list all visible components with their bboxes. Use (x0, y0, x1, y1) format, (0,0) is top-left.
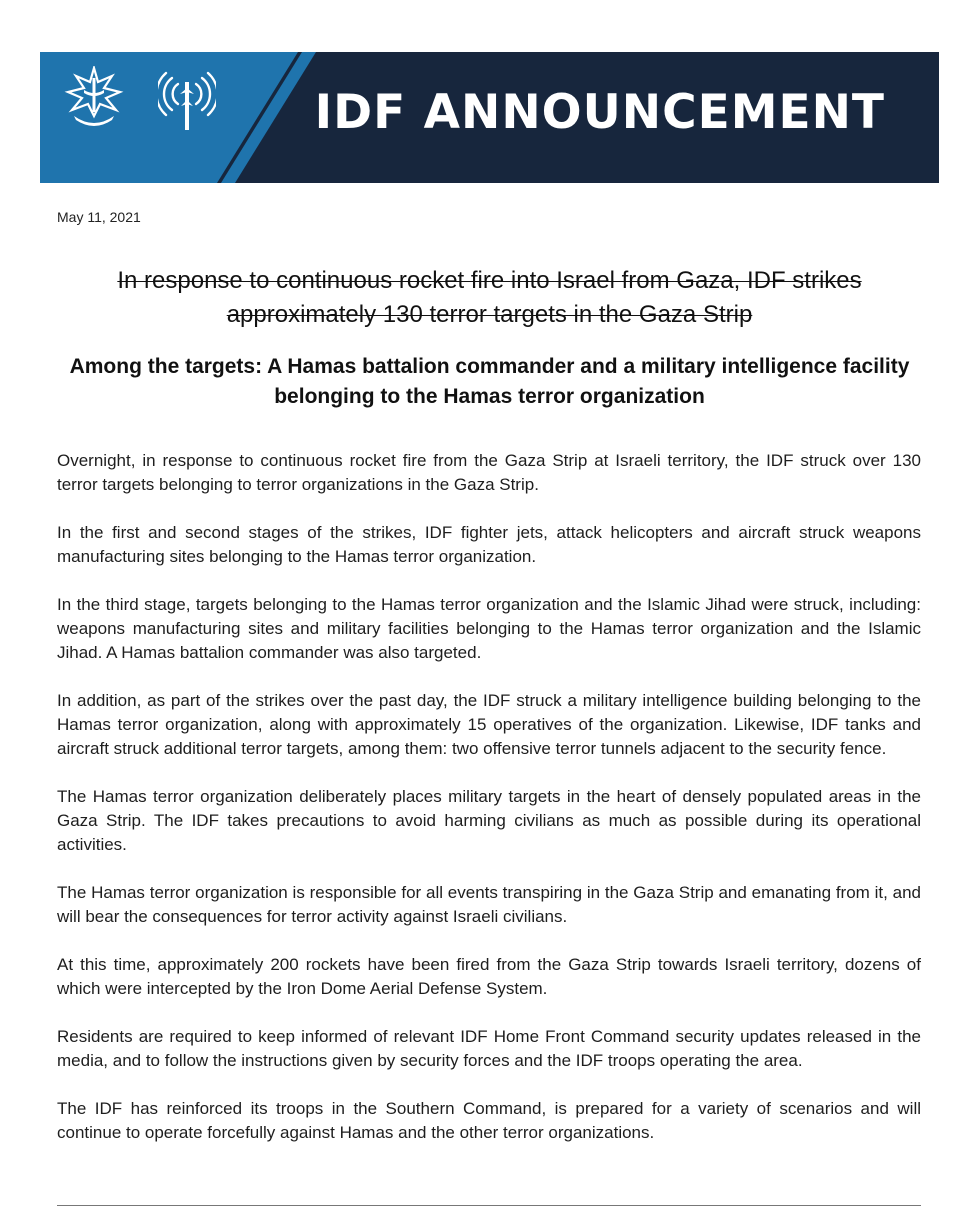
idf-spokesperson-radio-icon (158, 70, 216, 134)
banner-title: IDF ANNOUNCEMENT (314, 85, 885, 140)
body-paragraph: The IDF has reinforced its troops in the Southern Command, is prepared for a variety of scenarios and will continue to operate forcefully against Hamas and the other terror organizations. (57, 1099, 921, 1142)
subheadline: Among the targets: A Hamas battalion commander and a military intelligence facility belonging to the Hamas terror organization (69, 355, 910, 408)
announcement-date: May 11, 2021 (57, 209, 141, 225)
body-paragraph: The Hamas terror organization deliberately places military targets in the heart of densely populated areas in the Gaza Strip. The IDF takes precautions to avoid harming civilians as much as possible during its operational activities. (57, 787, 921, 854)
body-paragraph: The Hamas terror organization is responsible for all events transpiring in the Gaza Strip and emanating from it, and will bear the consequences for terror activity against Israeli civilians. (57, 883, 921, 926)
idf-emblem-icon (62, 66, 126, 130)
body-paragraph: At this time, approximately 200 rockets have been fired from the Gaza Strip towards Israeli territory, dozens of which were intercepted by the Iron Dome Aerial Defense System. (57, 955, 921, 998)
headline: In response to continuous rocket fire into Israel from Gaza, IDF strikes approximately 130 terror targets in the Gaza Strip (117, 267, 862, 328)
body-paragraph: In the third stage, targets belonging to the Hamas terror organization and the Islamic Jihad were struck, including: weapons manufacturing sites and military facilities belonging to the Hamas terror organization and the Islamic Jihad. A Hamas battalion commander was also targeted. (57, 595, 921, 662)
body-paragraph: Overnight, in response to continuous rocket fire from the Gaza Strip at Israeli territory, the IDF struck over 130 terror targets belonging to terror organizations in the Gaza Strip. (57, 451, 921, 494)
body-paragraph: In the first and second stages of the strikes, IDF fighter jets, attack helicopters and aircraft struck weapons manufacturing sites belonging to the Hamas terror organization. (57, 523, 921, 566)
announcement-body (57, 449, 921, 1169)
body-paragraph: Residents are required to keep informed of relevant IDF Home Front Command security updates released in the media, and to follow the instructions given by security forces and the IDF troops operating the area. (57, 1027, 921, 1070)
body-paragraph: In addition, as part of the strikes over the past day, the IDF struck a military intelligence building belonging to the Hamas terror organization, along with approximately 15 operatives of the organization. Likewise, IDF tanks and aircraft struck additional terror targets, among them: two offensive terror tunnels adjacent to the security fence. (57, 691, 921, 758)
bottom-divider (57, 1205, 921, 1206)
announcement-banner (40, 52, 939, 183)
